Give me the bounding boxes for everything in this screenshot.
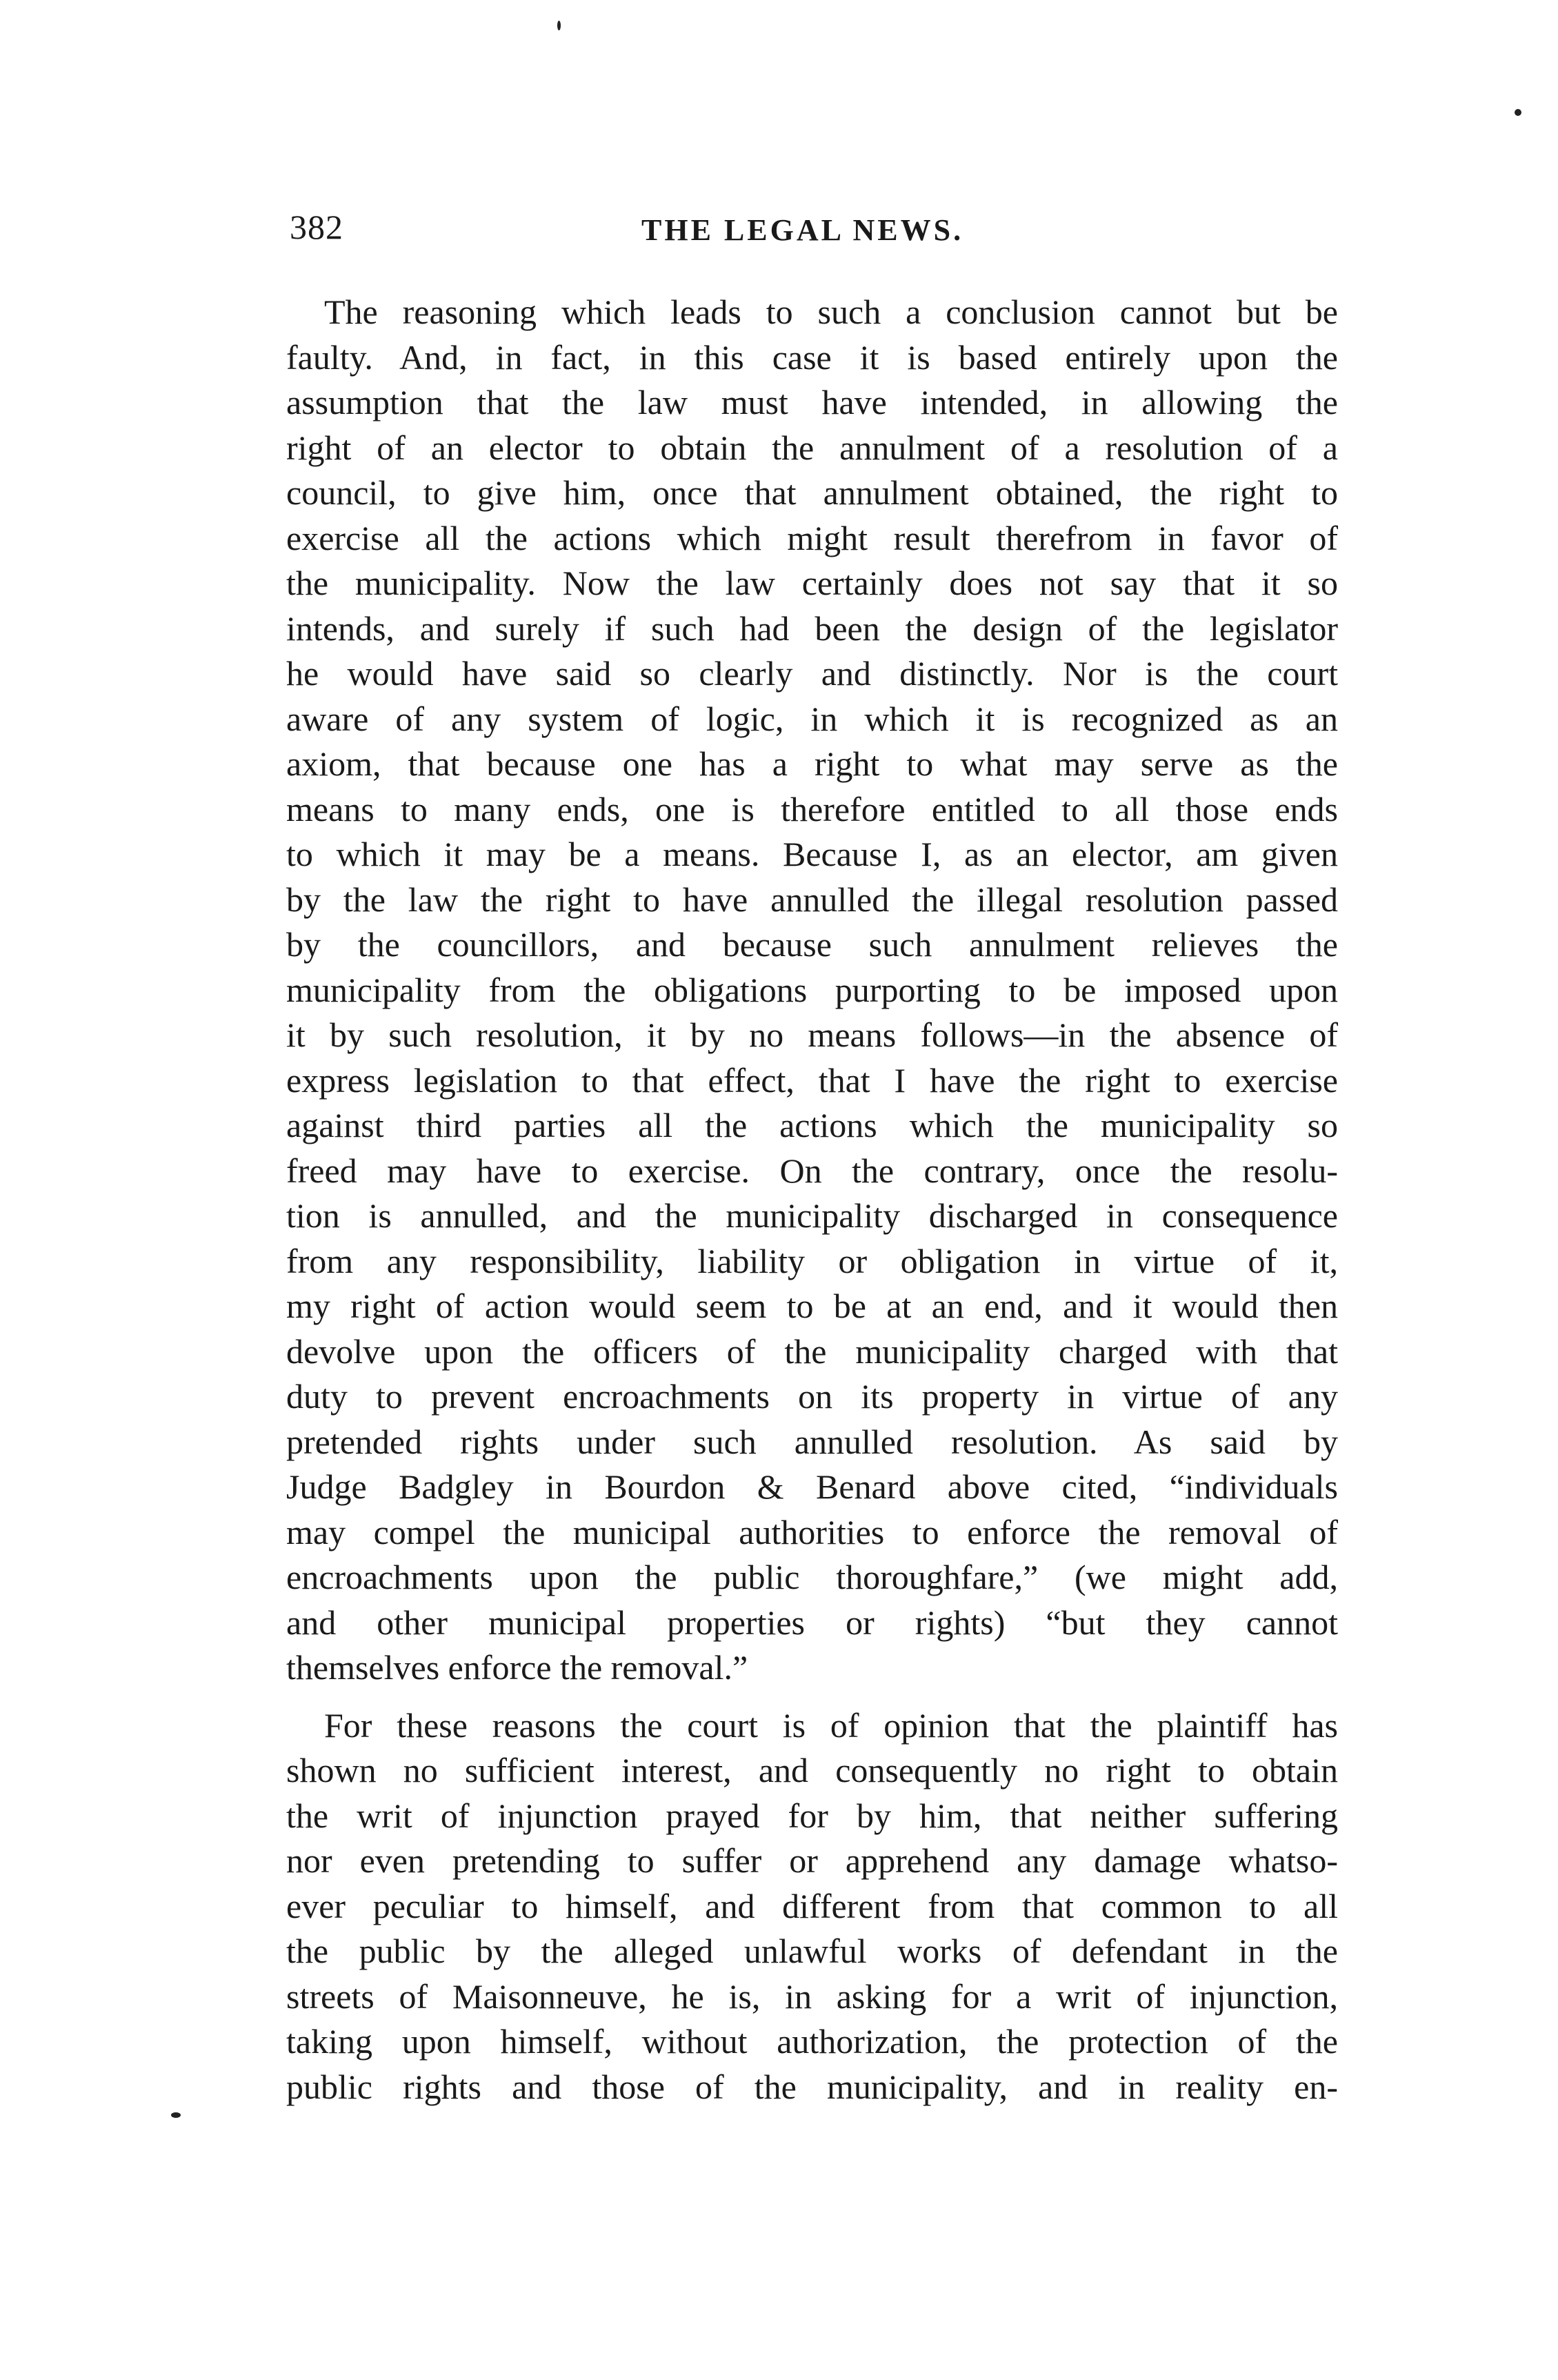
text-line: may compel the municipal authorities to enforce the removal of — [286, 1512, 1338, 1551]
text-line: municipality from the obligations purporting to be imposed upon — [286, 970, 1338, 1009]
text-line: express legislation to that effect, that I have the right to exercise — [286, 1060, 1338, 1100]
text-line: against third parties all the actions which the municipality so — [286, 1106, 1338, 1144]
text-line: council, to give him, once that annulment obtained, the right to — [286, 473, 1338, 512]
print-speck — [1515, 109, 1521, 116]
page-header — [290, 207, 1338, 262]
text-line: public rights and those of the municipality, and in reality en- — [286, 2067, 1338, 2106]
text-line: exercise all the actions which might result therefrom in favor of — [286, 518, 1338, 557]
text-line: The reasoning which leads to such a conclusion cannot but be — [324, 292, 1338, 331]
text-line: taking upon himself, without authorization, the protection of the — [286, 2022, 1338, 2061]
text-line: my right of action would seem to be at an end, and it would then — [286, 1287, 1338, 1325]
text-line: assumption that the law must have intended, in allowing the — [286, 383, 1338, 422]
text-line: streets of Maisonneuve, he is, in asking for a writ of injunction, — [286, 1976, 1338, 2016]
print-speck — [171, 2112, 181, 2118]
text-line: For these reasons the court is of opinion that the plaintiff has — [324, 1705, 1338, 1745]
text-line: duty to prevent encroachments on its property in virtue of any — [286, 1377, 1338, 1416]
text-line: encroachments upon the public thoroughfare,” (we might add, — [286, 1558, 1338, 1596]
text-line: he would have said so clearly and distinctly. Nor is the court — [286, 654, 1338, 693]
running-title: THE LEGAL NEWS. — [641, 213, 964, 247]
text-line: by the law the right to have annulled the illegal resolution passed — [286, 880, 1338, 919]
text-line: themselves enforce the removal.” — [286, 1648, 748, 1687]
text-line: freed may have to exercise. On the contrary, once the resolu- — [286, 1151, 1338, 1190]
text-line: the municipality. Now the law certainly does not say that it so — [286, 564, 1338, 602]
article-body — [286, 290, 1338, 2110]
text-line: the public by the alleged unlawful works of defendant in the — [286, 1932, 1338, 1970]
text-line: from any responsibility, liability or obligation in virtue of it, — [286, 1241, 1338, 1280]
text-line: means to many ends, one is therefore entitled to all those ends — [286, 789, 1338, 829]
text-line: axiom, that because one has a right to what may serve as the — [286, 744, 1338, 783]
text-line: tion is annulled, and the municipality discharged in consequence — [286, 1196, 1338, 1235]
text-line: by the councillors, and because such annulment relieves the — [286, 925, 1338, 964]
paragraph-gap — [286, 1691, 1338, 1703]
page-number: 382 — [290, 208, 343, 246]
paragraph — [286, 290, 1338, 1691]
text-line: it by such resolution, it by no means follows—in the absence of — [286, 1015, 1338, 1054]
text-line: devolve upon the officers of the municipality charged with that — [286, 1331, 1338, 1371]
text-line: shown no sufficient interest, and consequently no right to obtain — [286, 1751, 1338, 1789]
text-line: intends, and surely if such had been the design of the legislator — [286, 608, 1338, 648]
text-line: pretended rights under such annulled resolution. As said by — [286, 1422, 1338, 1461]
text-line: the writ of injunction prayed for by him, that neither suffering — [286, 1796, 1338, 1835]
text-line: ever peculiar to himself, and different from that common to all — [286, 1886, 1338, 1925]
text-line: nor even pretending to suffer or apprehend any damage whatso- — [286, 1841, 1338, 1880]
text-line: right of an elector to obtain the annulment of a resolution of a — [286, 428, 1338, 467]
print-speck — [557, 21, 561, 30]
text-line: and other municipal properties or rights) “but they cannot — [286, 1603, 1338, 1642]
text-line: aware of any system of logic, in which it is recognized as an — [286, 699, 1338, 738]
text-line: Judge Badgley in Bourdon & Benard above cited, “individuals — [286, 1467, 1338, 1506]
paragraph — [286, 1703, 1338, 2110]
text-line: faulty. And, in fact, in this case it is based entirely upon the — [286, 337, 1338, 377]
text-line: to which it may be a means. Because I, as an elector, am given — [286, 835, 1338, 873]
